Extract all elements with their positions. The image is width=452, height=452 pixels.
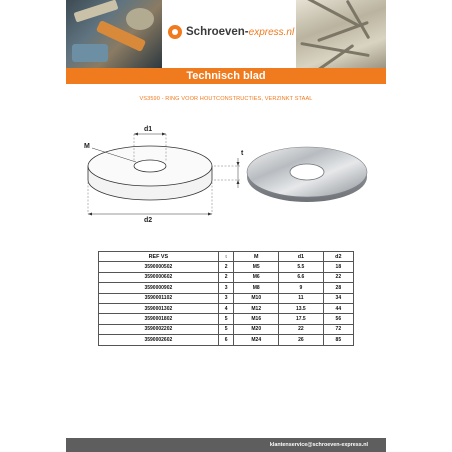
table-cell: 3590001802 <box>99 314 219 324</box>
table-cell: M24 <box>234 335 279 345</box>
brand-logo <box>162 0 296 68</box>
table-cell: M20 <box>234 324 279 334</box>
table-cell: 56 <box>323 314 353 324</box>
footer-bar <box>66 438 386 452</box>
column-header: d2 <box>323 252 353 262</box>
table-cell: M10 <box>234 293 279 303</box>
table-cell: 4 <box>218 303 234 313</box>
table-cell: 3590002602 <box>99 335 219 345</box>
washer-photo <box>242 136 372 206</box>
table-row <box>99 314 354 324</box>
table-cell: 5 <box>218 324 234 334</box>
table-row <box>99 324 354 334</box>
table-cell: 22 <box>323 272 353 282</box>
specification-table <box>98 251 354 346</box>
table-cell: 6.6 <box>279 272 324 282</box>
screws-photo <box>296 0 386 68</box>
d2-label: d2 <box>144 217 153 224</box>
header-banner <box>66 0 386 68</box>
table-cell: 34 <box>323 293 353 303</box>
table-cell: 2 <box>218 272 234 282</box>
table-cell: 85 <box>323 335 353 345</box>
column-header: d1 <box>279 252 324 262</box>
d1-label: d1 <box>144 126 153 133</box>
table-cell: 9 <box>279 283 324 293</box>
table-row <box>99 303 354 313</box>
table-cell: 3590002202 <box>99 324 219 334</box>
table-row <box>99 262 354 272</box>
table-cell: 22 <box>279 324 324 334</box>
logo-icon <box>168 25 182 39</box>
table-row <box>99 283 354 293</box>
table-cell: M12 <box>234 303 279 313</box>
table-cell: 6 <box>218 335 234 345</box>
contact-email[interactable]: klantenservice@schroeven-express.nl <box>269 442 368 448</box>
table-cell: 3590001102 <box>99 293 219 303</box>
table-cell: 5 <box>218 314 234 324</box>
table-cell: 44 <box>323 303 353 313</box>
brand-domain: express.nl <box>248 27 295 38</box>
table-cell: 3590001302 <box>99 303 219 313</box>
table-cell: 13.5 <box>279 303 324 313</box>
table-cell: M16 <box>234 314 279 324</box>
table-cell: 3590000902 <box>99 283 219 293</box>
table-cell: 3 <box>218 293 234 303</box>
column-header: REF VS <box>99 252 219 262</box>
table-cell: 11 <box>279 293 324 303</box>
column-header: M <box>234 252 279 262</box>
table-cell: 18 <box>323 262 353 272</box>
page-title: Technisch blad <box>66 68 386 84</box>
table-cell: 5.5 <box>279 262 324 272</box>
brand-name: Schroeven- <box>186 26 249 38</box>
table-row <box>99 335 354 345</box>
product-subtitle: VS3590 - RING VOOR HOUTCONSTRUCTIES, VERZINKT STAAL <box>139 96 313 102</box>
table-cell: 3590000502 <box>99 262 219 272</box>
table-cell: 3 <box>218 283 234 293</box>
table-cell: M5 <box>234 262 279 272</box>
table-cell: 17.5 <box>279 314 324 324</box>
table-row <box>99 272 354 282</box>
datasheet-page <box>66 0 386 452</box>
column-header: t <box>218 252 234 262</box>
washer-technical-drawing <box>80 118 250 228</box>
table-cell: M8 <box>234 283 279 293</box>
table-cell: 26 <box>279 335 324 345</box>
t-label: t <box>241 150 244 157</box>
table-cell: 72 <box>323 324 353 334</box>
table-cell: 3590000602 <box>99 272 219 282</box>
tools-photo <box>66 0 162 68</box>
table-header-row <box>99 252 354 262</box>
table-cell: M6 <box>234 272 279 282</box>
table-cell: 28 <box>323 283 353 293</box>
table-row <box>99 293 354 303</box>
m-label: M <box>84 143 90 150</box>
table-cell: 2 <box>218 262 234 272</box>
